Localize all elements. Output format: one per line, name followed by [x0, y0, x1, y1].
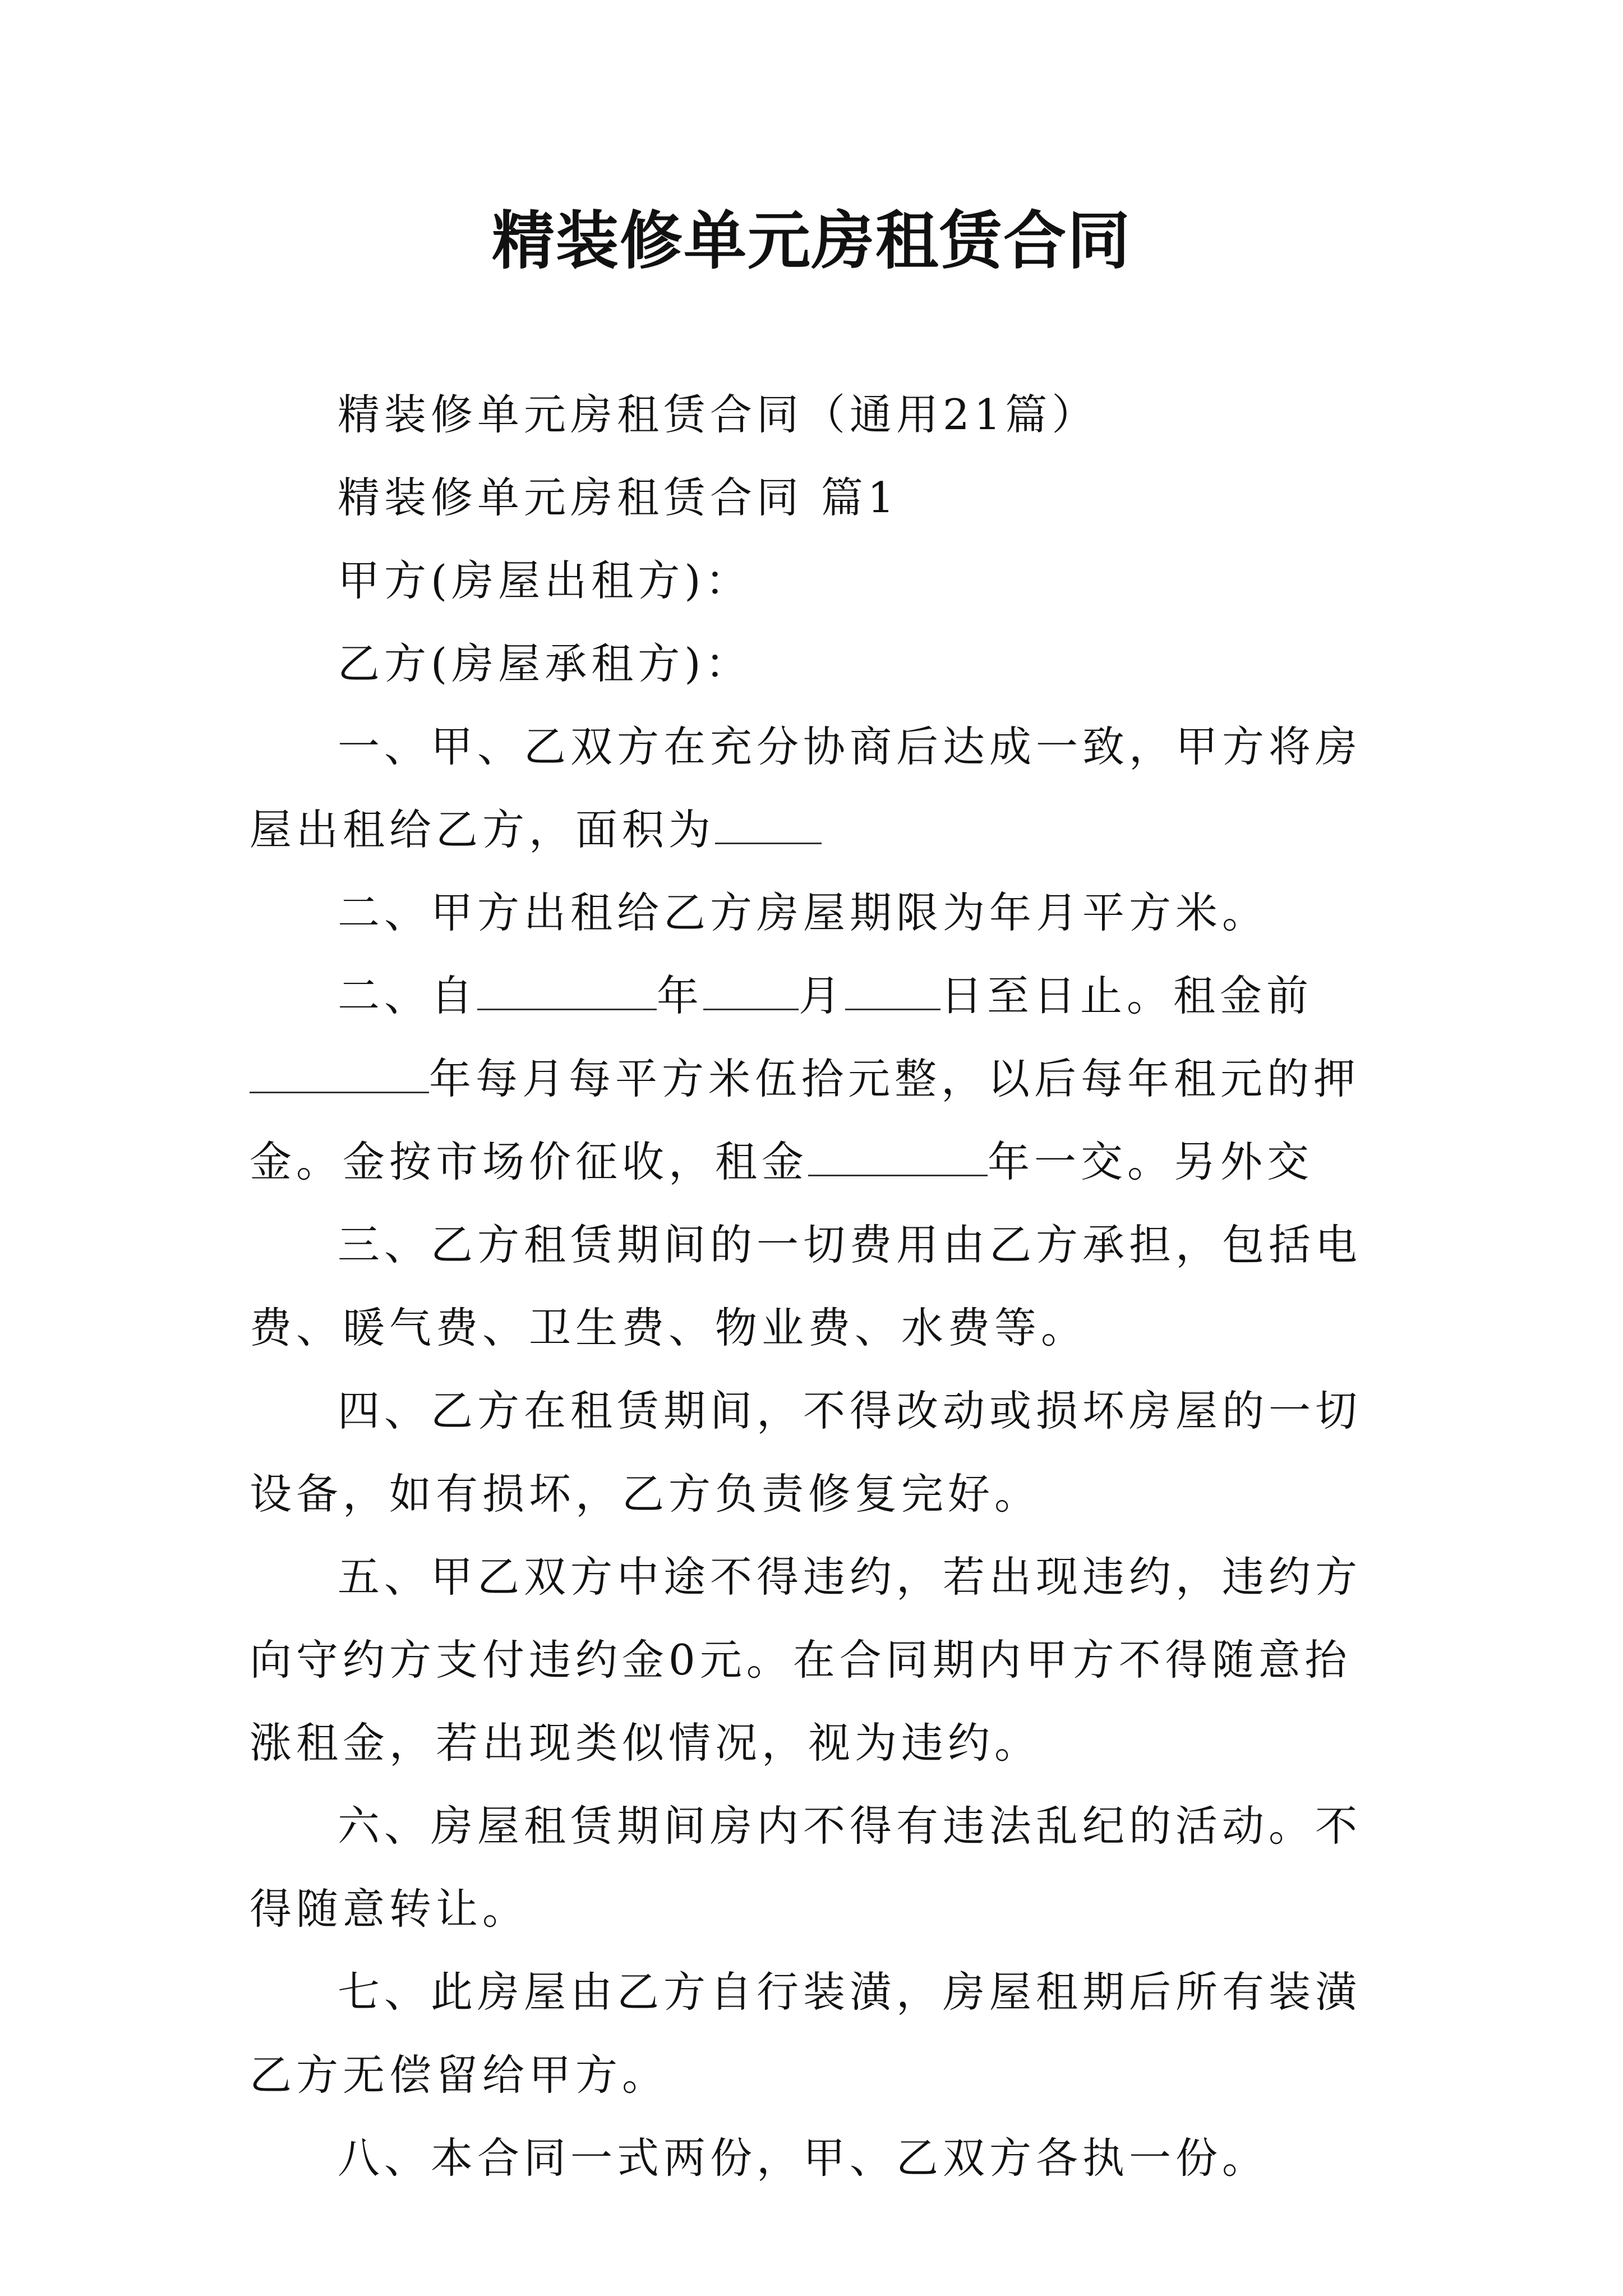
day-blank	[845, 975, 940, 1010]
clause-2b-year: 年	[657, 971, 704, 1020]
clause-4: 四、乙方在租赁期间，不得改动或损坏房屋的一切设备，如有损坏，乙方负责修复完好。	[250, 1386, 1362, 1519]
clause-2b	[250, 954, 1388, 1203]
heading-general: 精装修单元房租赁合同（通用21篇）	[338, 390, 1099, 439]
clause-2b-rent-prefix: 日至日止。租金前	[940, 971, 1313, 1020]
clause-2b-month: 月	[799, 971, 846, 1020]
month-blank	[703, 975, 799, 1010]
year-blank	[477, 975, 657, 1010]
document-body	[250, 373, 1388, 2200]
clause-2a: 二、甲方出租给乙方房屋期限为年月平方米。	[338, 888, 1269, 937]
clause-2b-end: 年一交。另外交	[988, 1137, 1314, 1186]
party-a-line: 甲方(房屋出租方)：	[338, 556, 752, 605]
clause-7: 七、此房屋由乙方自行装潢，房屋租期后所有装潢乙方无偿留给甲方。	[250, 1967, 1362, 2100]
rent-blank	[808, 1141, 988, 1176]
area-blank	[715, 809, 822, 844]
clause-1-text: 一、甲、乙双方在充分协商后达成一致，甲方将房屋出租给乙方，面积为	[250, 722, 1362, 854]
heading-part: 精装修单元房租赁合同 篇1	[338, 473, 899, 522]
clause-6: 六、房屋租赁期间房内不得有违法乱纪的活动。不得随意转让。	[250, 1801, 1362, 1934]
clause-8: 八、本合同一式两份，甲、乙双方各执一份。	[338, 2133, 1269, 2183]
clause-5: 五、甲乙双方中途不得违约，若出现违约，违约方向守约方支付违约金0元。在合同期内甲方不得随意抬涨租金，若出现类似情况，视为违约。	[250, 1552, 1362, 1768]
clause-3: 三、乙方租赁期间的一切费用由乙方承担，包括电费、暖气费、卫生费、物业费、水费等。	[250, 1220, 1362, 1352]
clause-2b-rent-text: 年每月每平方米伍拾元整，以后每年租元的押金。金按市场价征收，租金	[250, 1054, 1361, 1186]
document-title: 精装修单元房租赁合同	[492, 204, 1131, 278]
clause-1	[250, 705, 1388, 871]
party-b-line: 乙方(房屋承租方)：	[338, 639, 752, 688]
rent-period-blank	[250, 1058, 429, 1093]
clause-2b-start: 二、自	[338, 971, 478, 1020]
